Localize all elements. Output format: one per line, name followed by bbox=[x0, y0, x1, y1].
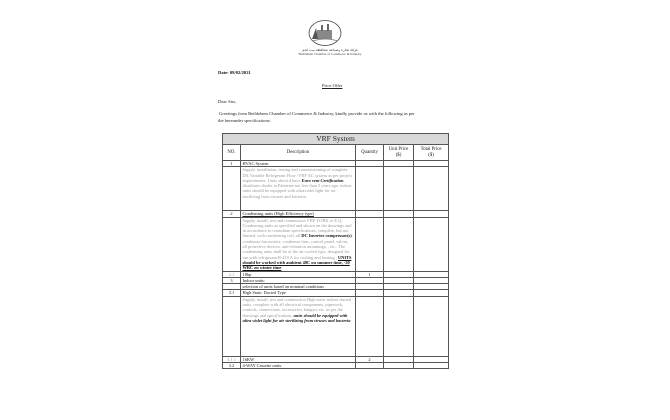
header-unit-price: Unit Price ($) bbox=[384, 145, 414, 161]
table-row: 3.1.1 16KW 2 bbox=[223, 356, 449, 362]
intro-line-2: the hereunder specifications: bbox=[218, 118, 271, 123]
header-total-price: Total Price ($) bbox=[414, 145, 449, 161]
table-row: 3 Indoor units: bbox=[223, 277, 449, 283]
table-row: 2 Condensing units (High Efficiency type) bbox=[223, 211, 449, 217]
table-row: 3.1 High Static Ducted Type bbox=[223, 290, 449, 296]
org-english-name: Bethlehem Chamber of Commerce & Industry bbox=[298, 52, 362, 56]
table-row: 1 HVAC System bbox=[223, 161, 449, 167]
org-arabic-name: غرفة تجارة وصناعة محافظة بيت لحم bbox=[302, 48, 358, 52]
vrf-price-table bbox=[222, 133, 449, 369]
letter-date: Date: 09/02/2021 bbox=[218, 70, 251, 75]
table-row: Supply, install, test and commission High static indoor ducted units, complete with all electrical components, pipework, controls, connections, accessories, hangers etc. as per the drawings and specifications, units should be equipped with ultra violet light for air sterilizing from viruses and bacteria bbox=[223, 296, 449, 356]
table-row: Supply, install, test and commission VRF YORK or E.Q. Condensing units as specified and shown on the drawings and in accordance to consultant specifications, complete, but not limited, with condensing coil, all DC Inverter compressor(s), condenser fan motors, condenser fans, control panel, valves, all protective devices, anti-vibration mountings, , etc.. The condensing units shall be of the air-cooled type, designed for use with refrigerant R-410 A for cooling and heating , UNITS should be worked with ambient 48C on summer time, -20 WBC on winter time bbox=[223, 217, 449, 271]
intro-line-1: Greetings from Bethlehem Chamber of Commerce & Industry, kindly provide us with the following as per bbox=[219, 111, 415, 116]
salutation: Dear Sirs, bbox=[218, 99, 237, 104]
table-title: VRF System bbox=[223, 134, 449, 145]
header-no: NO. bbox=[223, 145, 241, 161]
table-row: selection of units based on nominal conditions bbox=[223, 284, 449, 290]
header-description: Description bbox=[241, 145, 356, 161]
table-row: Supply, installation, testing and commissioning of complete DX Variable Refrigerant Flow -VRF AC system as per project requirements. Units shoul d have Euro vent Certification, distributer dealer in Palestine not less than 5 years ago, indoor units should be equipped with ultraviolet light for air sterilizing from viruses and bacteria. bbox=[223, 167, 449, 211]
chamber-logo bbox=[308, 19, 342, 47]
header-quantity: Quantity bbox=[356, 145, 384, 161]
letter-subject: Price Offer bbox=[322, 83, 343, 88]
table-row: 3.2 4-WAY Cassette units: bbox=[223, 363, 449, 369]
table-row: 2.1 18hp 1 bbox=[223, 271, 449, 277]
